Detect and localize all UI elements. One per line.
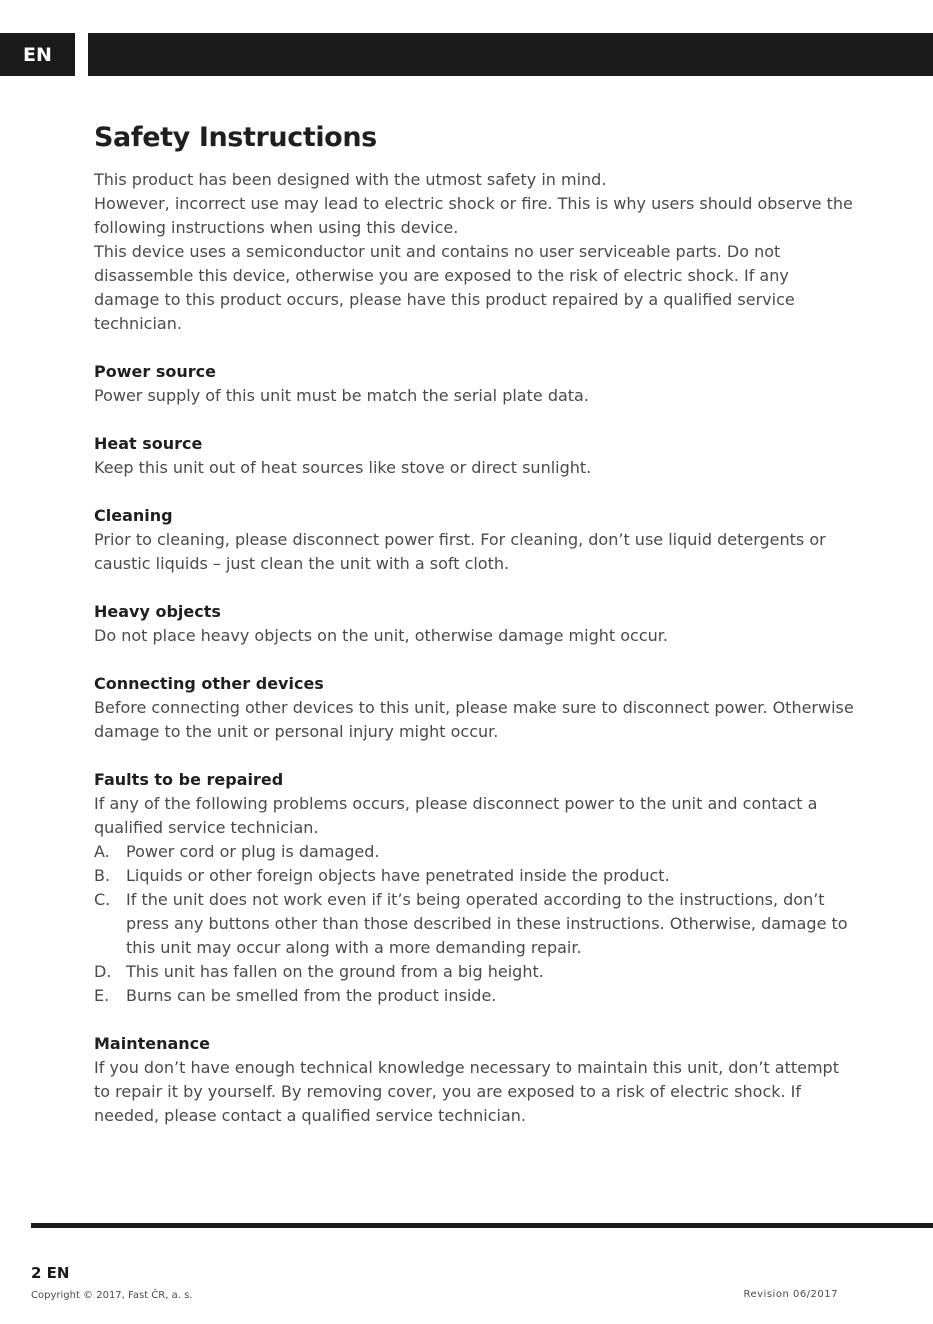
section-heading: Connecting other devices xyxy=(94,674,324,693)
section-heading: Heat source xyxy=(94,434,203,453)
section-heading: Heavy objects xyxy=(94,602,221,621)
section-power-source xyxy=(94,360,854,408)
section-heavy-objects xyxy=(94,600,854,648)
list-item-text: Burns can be smelled from the product inside. xyxy=(126,986,497,1005)
footer-divider xyxy=(31,1223,933,1228)
revision: Revision 06/2017 xyxy=(743,1289,838,1300)
header-bar xyxy=(88,33,933,76)
list-item xyxy=(94,840,854,864)
section-faults xyxy=(94,768,854,1008)
section-text: Do not place heavy objects on the unit, otherwise damage might occur. xyxy=(94,626,668,645)
list-item xyxy=(94,960,854,984)
list-marker: E. xyxy=(94,986,110,1005)
document-body xyxy=(94,118,854,1128)
section-cleaning xyxy=(94,504,854,576)
list-item-text: If the unit does not work even if it’s being operated according to the instructions, don’t press any buttons other than those described in these instructions. Otherwise, damage to this unit may occur along with a more demanding repair. xyxy=(126,890,848,957)
section-text: Keep this unit out of heat sources like stove or direct sunlight. xyxy=(94,458,592,477)
list-item xyxy=(94,864,854,888)
intro-paragraph: This device uses a semiconductor unit and contains no user serviceable parts. Do not disassemble this device, otherwise you are exposed to the risk of electric shock. If any damage to this product occurs, please have this product repaired by a qualified service technician. xyxy=(94,242,795,333)
list-item-text: This unit has fallen on the ground from a big height. xyxy=(126,962,544,981)
section-connecting-devices xyxy=(94,672,854,744)
section-text: If you don’t have enough technical knowledge necessary to maintain this unit, don’t attempt to repair it by yourself. By removing cover, you are exposed to a risk of electric shock. If needed, please contact a qualified service technician. xyxy=(94,1058,839,1125)
section-heading: Cleaning xyxy=(94,506,173,525)
list-item-text: Liquids or other foreign objects have penetrated inside the product. xyxy=(126,866,670,885)
page-number: 2 EN xyxy=(31,1264,70,1282)
section-text: Prior to cleaning, please disconnect power first. For cleaning, don’t use liquid detergents or caustic liquids – just clean the unit with a soft cloth. xyxy=(94,530,826,573)
language-tab xyxy=(0,33,75,76)
section-heat-source xyxy=(94,432,854,480)
language-label: EN xyxy=(23,43,52,66)
intro xyxy=(94,168,854,336)
section-heading: Faults to be repaired xyxy=(94,770,284,789)
section-heading: Power source xyxy=(94,362,216,381)
intro-paragraph: This product has been designed with the utmost safety in mind. xyxy=(94,170,607,189)
list-item xyxy=(94,888,854,960)
section-maintenance xyxy=(94,1032,854,1128)
section-text: If any of the following problems occurs, please disconnect power to the unit and contact a qualified service technician. xyxy=(94,794,818,837)
section-text: Before connecting other devices to this unit, please make sure to disconnect power. Otherwise damage to the unit or personal injury might occur. xyxy=(94,698,854,741)
section-heading: Maintenance xyxy=(94,1034,211,1053)
list-marker: B. xyxy=(94,866,111,885)
list-item xyxy=(94,984,854,1008)
list-item-text: Power cord or plug is damaged. xyxy=(126,842,380,861)
intro-paragraph: However, incorrect use may lead to electric shock or fire. This is why users should observe the following instructions when using this device. xyxy=(94,194,853,237)
copyright: Copyright © 2017, Fast ČR, a. s. xyxy=(31,1290,193,1301)
list-marker: C. xyxy=(94,890,111,909)
section-text: Power supply of this unit must be match the serial plate data. xyxy=(94,386,589,405)
faults-list xyxy=(94,840,854,1008)
page-title: Safety Instructions xyxy=(94,122,377,153)
list-marker: D. xyxy=(94,962,112,981)
list-marker: A. xyxy=(94,842,110,861)
